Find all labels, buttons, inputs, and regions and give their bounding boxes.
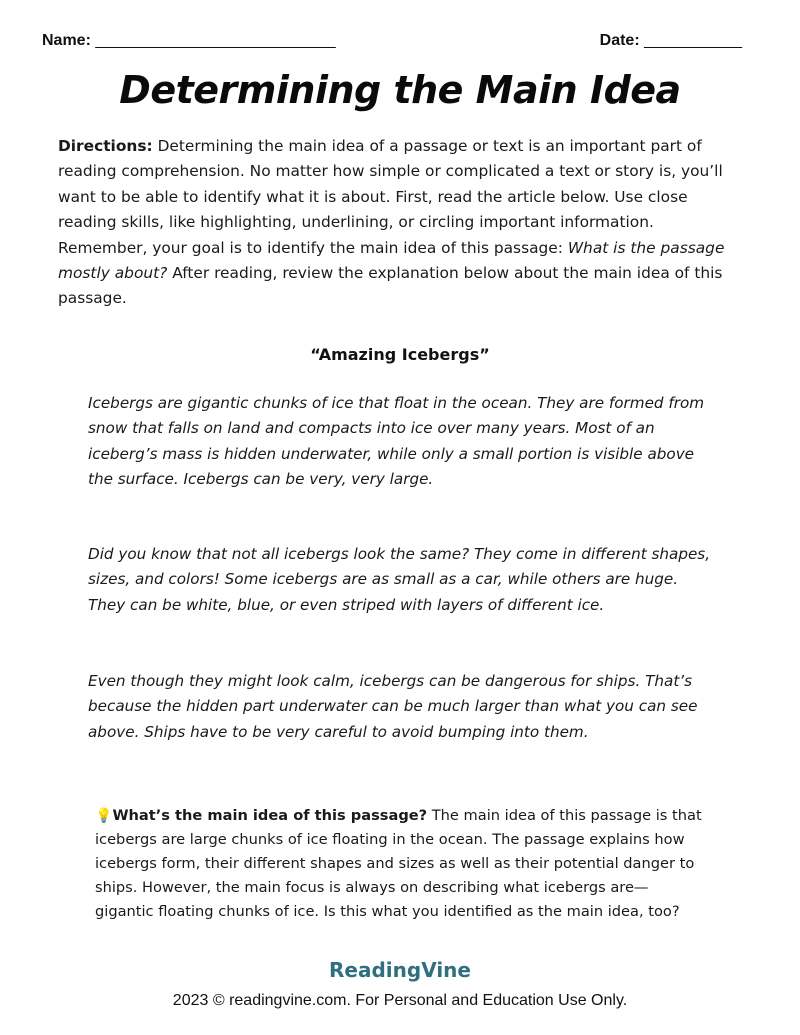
- passage-title: “Amazing Icebergs”: [310, 345, 490, 364]
- directions-question: What is the passage mostly about?: [58, 238, 725, 283]
- name-field[interactable]: [42, 32, 336, 50]
- directions-text-1: Determining the main idea of a passage or text is an important part of reading comprehension. No matter how simple or complicated a text or story is, you’ll want to be able to identify what it is about. First, read the article below. Use close reading skills, like highlighting, underlining, or circling important information. Remember, your goal is to identify the main idea of this passage:: [58, 137, 723, 257]
- name-blank: ___________________________: [95, 32, 336, 49]
- header-row: [42, 32, 742, 54]
- main-idea-explanation: [95, 804, 705, 924]
- date-blank: ___________: [644, 32, 742, 49]
- footer-copyright: 2023 © readingvine.com. For Personal and Education Use Only.: [172, 992, 628, 1009]
- lightbulb-icon: 💡: [95, 808, 113, 824]
- passage-paragraph-3: Even though they might look calm, icebergs can be dangerous for ships. That’s because the hidden part underwater can be much larger than what you can see above. Ships have to be very careful to avoid bumping into them.: [88, 672, 698, 741]
- page-title: Determining the Main Idea: [119, 68, 681, 112]
- passage-paragraph-2: Did you know that not all icebergs look the same? They come in different shapes, sizes, and colors! Some icebergs are as small as a car, while others are huge. They can be white, blue, or even striped with layers of different ice.: [88, 545, 711, 614]
- name-label: Name:: [42, 32, 91, 49]
- brand-logo: ReadingVine: [329, 958, 471, 982]
- date-field[interactable]: [600, 32, 742, 50]
- directions: [58, 134, 738, 312]
- passage-paragraph-1: Icebergs are gigantic chunks of ice that float in the ocean. They are formed from snow that falls on land and compacts into ice over many years. Most of an iceberg’s mass is hidden underwater, while only a small portion is visible above the surface. Icebergs can be very, very large.: [88, 394, 705, 489]
- directions-lead: Directions:: [58, 137, 153, 155]
- main-idea-answer: The main idea of this passage is that icebergs are large chunks of ice floating in the ocean. The passage explains how icebergs form, their different shapes and sizes as well as their potential danger to ships. However, the main focus is always on describing what icebergs are—gigantic floating chunks of ice. Is this what you identified as the main idea, too?: [95, 807, 702, 920]
- date-label: Date:: [599, 32, 640, 49]
- main-idea-question: What’s the main idea of this passage?: [112, 807, 428, 824]
- directions-text-2: After reading, review the explanation below about the main idea of this passage.: [58, 264, 723, 308]
